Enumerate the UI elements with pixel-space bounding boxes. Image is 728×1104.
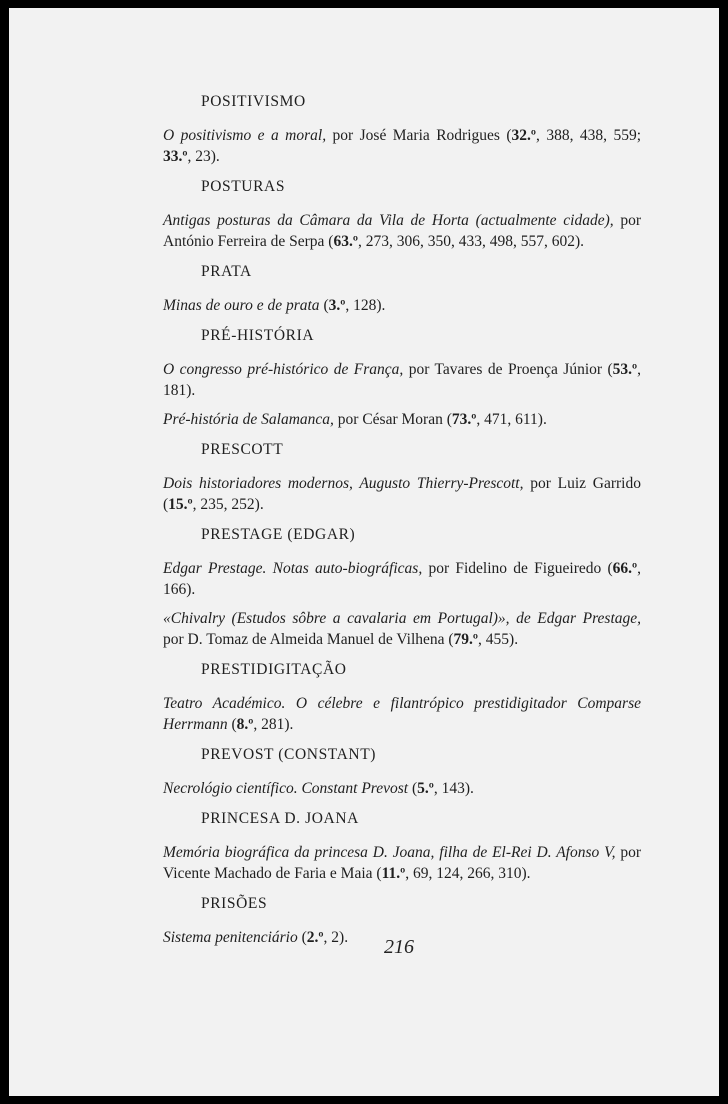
heading-prisoes: PRISÕES bbox=[201, 895, 268, 912]
heading-positivismo: POSITIVISMO bbox=[201, 93, 306, 110]
entry-title: Dois historiadores modernos, Augusto Thierry-Prescott, bbox=[163, 475, 524, 492]
entry-pages: , 69, 124, 266, 310). bbox=[405, 865, 531, 882]
entry-volume: 2.º bbox=[306, 929, 324, 946]
entry-title: Pré-história de Salamanca, bbox=[163, 411, 334, 428]
heading-prestidigitacao: PRESTIDIGITAÇÃO bbox=[201, 661, 347, 678]
entry-author: ( bbox=[297, 929, 307, 946]
entry-prescott-1 bbox=[139, 473, 641, 515]
entry-pages: , 471, 611). bbox=[476, 411, 547, 428]
entry-volume: 11.º bbox=[381, 865, 406, 882]
entry-volume: 66.º bbox=[612, 560, 638, 577]
entry-prata-1 bbox=[139, 295, 641, 316]
heading-prestage: PRESTAGE (EDGAR) bbox=[201, 526, 356, 543]
entry-pages: , 273, 306, 350, 433, 498, 557, 602). bbox=[357, 233, 584, 250]
entry-title: Sistema penitenciário bbox=[163, 929, 298, 946]
entry-author: por Tavares de Proença Júnior ( bbox=[403, 361, 613, 378]
entry-title: Teatro Académico. O célebre e filantrópico prestidigitador Comparse Herrmann bbox=[163, 695, 641, 733]
entry-volume: 73.º bbox=[451, 411, 477, 428]
entry-pages: , 166). bbox=[163, 560, 642, 598]
index-content bbox=[163, 92, 641, 956]
entry-title: Edgar Prestage. Notas auto-biográficas, bbox=[163, 560, 423, 577]
entry-author: por César Moran ( bbox=[333, 411, 452, 428]
entry-pages: , 128). bbox=[345, 297, 386, 314]
entry-pages: , 143). bbox=[433, 780, 474, 797]
entry-princesa-joana-1 bbox=[139, 842, 641, 884]
entry-volume-2: 33.º bbox=[163, 148, 188, 165]
entry-pre-historia-2 bbox=[139, 409, 641, 430]
entry-pages: , 388, 438, 559; bbox=[536, 127, 642, 144]
entry-volume: 8.º bbox=[236, 716, 254, 733]
entry-title: «Chivalry (Estudos sôbre a cavalaria em Portugal)», de Edgar Prestage, bbox=[163, 610, 641, 627]
entry-volume: 53.º bbox=[612, 361, 638, 378]
entry-author: por Fidelino de Figueiredo ( bbox=[422, 560, 613, 577]
entry-title: Memória biográfica da princesa D. Joana, filha de El-Rei D. Afonso V, bbox=[163, 844, 616, 861]
entry-pages: , 235, 252). bbox=[192, 496, 264, 513]
entry-author: ( bbox=[319, 297, 329, 314]
heading-prevost: PREVOST (CONSTANT) bbox=[201, 746, 377, 763]
entry-volume: 32.º bbox=[511, 127, 537, 144]
entry-prestage-1 bbox=[139, 558, 641, 600]
entry-title: O positivismo e a moral, bbox=[163, 127, 327, 144]
entry-prestidigitacao-1 bbox=[139, 693, 641, 735]
entry-volume: 5.º bbox=[417, 780, 434, 797]
entry-volume: 3.º bbox=[328, 297, 346, 314]
heading-prescott: PRESCOTT bbox=[201, 441, 284, 458]
entry-title: Antigas posturas da Câmara da Vila de Horta (actualmente cidade), bbox=[163, 212, 614, 229]
entry-volume: 63.º bbox=[333, 233, 358, 250]
heading-princesa-joana: PRINCESA D. JOANA bbox=[201, 810, 359, 827]
entry-author: por Luiz Garrido ( bbox=[163, 475, 641, 513]
entry-pages: , 181). bbox=[163, 361, 642, 399]
entry-pages: , 281). bbox=[253, 716, 294, 733]
entry-author: por José Maria Rodrigues ( bbox=[326, 127, 512, 144]
entry-prestage-2 bbox=[139, 608, 641, 650]
entry-positivismo-1 bbox=[139, 125, 641, 167]
entry-pre-historia-1 bbox=[139, 359, 641, 401]
entry-title: O congresso pré-histórico de França, bbox=[163, 361, 404, 378]
entry-volume: 15.º bbox=[168, 496, 193, 513]
entry-title: Minas de ouro e de prata bbox=[163, 297, 320, 314]
entry-author: por Vicente Machado de Faria e Maia ( bbox=[163, 844, 641, 882]
entry-author: por D. Tomaz de Almeida Manuel de Vilhena ( bbox=[163, 631, 454, 648]
entry-author: por António Ferreira de Serpa ( bbox=[163, 212, 642, 250]
entry-author: ( bbox=[408, 780, 418, 797]
entry-prevost-1 bbox=[139, 778, 641, 799]
entry-pages: , 455). bbox=[478, 631, 519, 648]
entry-volume: 79.º bbox=[453, 631, 479, 648]
heading-posturas: POSTURAS bbox=[201, 178, 286, 195]
entry-pages-2: , 23). bbox=[187, 148, 220, 165]
heading-pre-historia: PRÉ-HISTÓRIA bbox=[201, 327, 315, 344]
heading-prata: PRATA bbox=[201, 263, 252, 280]
page-number: 216 bbox=[384, 936, 414, 958]
entry-author: ( bbox=[227, 716, 237, 733]
entry-title: Necrológio científico. Constant Prevost bbox=[163, 780, 409, 797]
entry-posturas-1 bbox=[139, 210, 641, 252]
entry-pages: , 2). bbox=[323, 929, 349, 946]
